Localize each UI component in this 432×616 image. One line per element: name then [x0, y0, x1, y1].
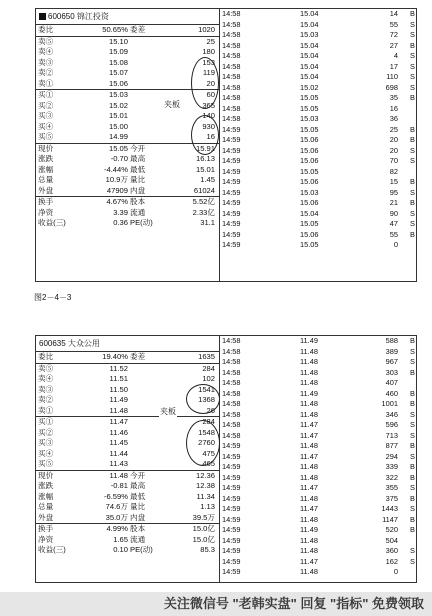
trade-price: 15.06	[300, 156, 319, 165]
buy-level-row: 买④ 15.00 930	[38, 121, 215, 131]
trade-time: 14:58	[222, 9, 241, 18]
trade-price: 11.48	[300, 567, 318, 576]
buy-level-row: 买④ 11.44 475	[38, 448, 215, 458]
trade-price: 15.04	[300, 72, 319, 81]
trade-row	[220, 410, 416, 421]
trade-price: 15.04	[300, 19, 319, 29]
sell-level-row: 卖④ 11.51 102	[38, 374, 215, 383]
trade-side: B	[410, 367, 415, 377]
trade-volume: 360	[385, 546, 398, 555]
trade-time: 14:59	[222, 567, 241, 576]
trade-volume: 90	[389, 208, 398, 218]
trade-row	[220, 567, 416, 578]
trade-row	[220, 219, 416, 230]
trade-volume: 339	[385, 462, 398, 471]
order-book-1	[36, 9, 220, 281]
trade-row	[220, 41, 416, 52]
trade-time: 14:58	[222, 114, 241, 123]
trade-volume: 698	[385, 82, 398, 92]
trade-side: S	[410, 430, 415, 440]
trade-side: S	[410, 219, 415, 228]
trade-price: 15.06	[300, 229, 319, 239]
trade-volume: 460	[385, 388, 398, 398]
trade-volume: 1001	[381, 399, 398, 408]
trade-side: B	[410, 525, 415, 534]
trade-side: S	[410, 357, 415, 366]
stat-row: 涨幅 -6.59% 最低 11.34	[38, 491, 215, 501]
trade-ticks-2	[220, 336, 416, 582]
trade-volume: 20	[389, 135, 398, 144]
trade-time: 14:58	[222, 378, 241, 387]
trade-side: S	[410, 504, 415, 513]
trade-time: 14:58	[222, 367, 241, 377]
trade-row	[220, 357, 416, 368]
buy-level-row: 买③ 11.45 2760	[38, 438, 215, 447]
trade-price: 15.06	[300, 198, 319, 207]
trade-price: 15.05	[300, 166, 319, 176]
trade-row	[220, 557, 416, 568]
trade-price: 11.49	[300, 336, 318, 345]
trade-volume: 346	[385, 409, 398, 419]
stat-row: 换手 4.99% 股本 15.0亿	[38, 524, 215, 533]
trade-time: 14:58	[222, 357, 241, 366]
trade-volume: 4	[393, 51, 398, 60]
trade-price: 15.04	[300, 51, 319, 60]
trade-side: S	[410, 451, 415, 461]
trade-row	[220, 336, 416, 347]
trade-price: 15.06	[300, 135, 319, 144]
trade-row	[220, 546, 416, 557]
trade-price: 15.02	[300, 82, 319, 92]
trade-volume: 21	[389, 198, 398, 207]
trade-volume: 355	[385, 483, 398, 492]
trade-time: 14:58	[222, 72, 241, 81]
square-icon	[39, 13, 46, 20]
trade-side: B	[410, 514, 415, 524]
buy-volume-ellipse	[191, 115, 219, 155]
trade-side: S	[410, 156, 415, 165]
trade-time: 14:58	[222, 388, 241, 398]
trade-row	[220, 389, 416, 400]
trade-time: 14:59	[222, 187, 241, 197]
trade-price: 11.47	[300, 451, 318, 461]
trade-volume: 504	[385, 535, 398, 545]
trade-row	[220, 146, 416, 157]
trade-row	[220, 240, 416, 251]
quote-panel-2	[35, 335, 417, 583]
ratio-row-2: 委比 19.40% 委差 1635	[36, 352, 219, 364]
buy-level-row: 买② 15.02 365	[38, 100, 215, 110]
trade-side: S	[410, 82, 415, 92]
stat-row: 现价 11.48 今开 12.36	[38, 470, 215, 480]
trade-row	[220, 378, 416, 389]
trade-volume: 27	[389, 40, 398, 50]
trade-row	[220, 104, 416, 115]
trade-side: B	[410, 135, 415, 144]
trade-price: 11.48	[300, 409, 318, 419]
trade-row	[220, 114, 416, 125]
trade-side: S	[410, 420, 415, 429]
trade-time: 14:59	[222, 166, 241, 176]
trade-price: 15.06	[300, 145, 319, 155]
trade-price: 11.48	[300, 346, 318, 356]
trade-price: 11.48	[300, 378, 318, 387]
trade-time: 14:58	[222, 420, 241, 429]
trade-row	[220, 83, 416, 94]
trade-volume: 713	[385, 430, 398, 440]
trade-time: 14:59	[222, 145, 241, 155]
trade-price: 15.04	[300, 208, 319, 218]
trade-price: 11.47	[300, 556, 318, 566]
trade-volume: 35	[389, 93, 398, 102]
trade-price: 15.03	[300, 30, 319, 39]
trade-time: 14:59	[222, 493, 241, 503]
trade-volume: 877	[385, 441, 398, 450]
sell-level-row: 卖① 11.48 26	[36, 406, 219, 418]
trade-side: B	[410, 177, 415, 186]
trade-volume: 95	[389, 187, 398, 197]
trade-price: 11.48	[300, 472, 318, 482]
trade-price: 15.06	[300, 177, 319, 186]
trade-row	[220, 125, 416, 136]
buy-level-row: 买⑤ 14.99 16	[36, 132, 219, 144]
trade-row	[220, 93, 416, 104]
stat-row: 涨幅 -4.44% 最低 15.01	[38, 164, 215, 174]
trade-volume: 110	[386, 72, 398, 81]
trade-time: 14:59	[222, 483, 241, 492]
trade-price: 11.47	[300, 420, 318, 429]
trade-time: 14:59	[222, 525, 241, 534]
sell-volume-ellipse	[191, 57, 219, 109]
trade-row	[220, 368, 416, 379]
trade-side: S	[410, 187, 415, 197]
trade-price: 15.05	[300, 124, 319, 134]
trade-price: 11.47	[300, 483, 318, 492]
annotation-label: 夹板	[160, 407, 176, 416]
trade-time: 14:58	[222, 82, 241, 92]
trade-row	[220, 452, 416, 463]
trade-side: B	[410, 472, 415, 482]
ratio-row-1: 委比 50.65% 委差 1020	[36, 25, 219, 37]
stock-header-1: 600650 锦江投资	[36, 9, 219, 25]
trade-volume: 70	[389, 156, 398, 165]
trade-row	[220, 9, 416, 20]
stat-row: 涨跌 -0.81 最高 12.38	[38, 481, 215, 490]
trade-list	[220, 336, 416, 578]
trade-side: B	[410, 441, 415, 450]
sell-level-row: 卖⑤ 11.52 284	[38, 363, 215, 373]
trade-time: 14:59	[222, 135, 241, 144]
trade-time: 14:59	[222, 441, 241, 450]
trade-volume: 15	[389, 177, 398, 186]
stat-row: 总量 10.9万 量比 1.45	[38, 175, 215, 184]
trade-price: 15.03	[300, 114, 319, 123]
trade-volume: 20	[389, 145, 398, 155]
trade-row	[220, 30, 416, 41]
trade-price: 15.04	[300, 61, 319, 71]
trade-side: B	[410, 124, 415, 134]
trade-price: 15.05	[300, 93, 319, 102]
trade-time: 14:59	[222, 504, 241, 513]
trade-time: 14:58	[222, 336, 241, 345]
sell-level-row: 卖② 11.49 1368	[38, 395, 215, 404]
trade-row	[220, 515, 416, 526]
trade-time: 14:58	[222, 40, 241, 50]
trade-row	[220, 462, 416, 473]
trade-volume: 520	[385, 525, 398, 534]
order-book-2	[36, 336, 220, 582]
trade-volume: 303	[385, 367, 398, 377]
trade-side: B	[410, 9, 415, 18]
buy-level-row: 买⑤ 11.43 465	[36, 459, 219, 471]
trade-volume: 82	[389, 166, 398, 176]
trade-price: 11.48	[300, 441, 318, 450]
trade-row	[220, 209, 416, 220]
trade-price: 11.48	[300, 399, 318, 408]
stat-row: 总量 74.6万 量比 1.13	[38, 502, 215, 511]
trade-volume: 596	[385, 420, 398, 429]
trade-time: 14:58	[222, 93, 241, 102]
trade-volume: 16	[389, 103, 398, 113]
trade-price: 11.48	[300, 514, 318, 524]
trade-side: S	[410, 61, 415, 71]
trade-time: 14:59	[222, 472, 241, 482]
trade-row	[220, 504, 416, 515]
trade-time: 14:58	[222, 399, 241, 408]
trade-ticks-1	[220, 9, 416, 281]
trade-time: 14:59	[222, 156, 241, 165]
buy-level-row: 买② 11.46 1548	[38, 427, 215, 437]
trade-row	[220, 494, 416, 505]
buy-level-row: 买① 11.47 284	[38, 417, 215, 426]
trade-side: B	[410, 93, 415, 102]
trade-price: 11.49	[300, 388, 318, 398]
trade-row	[220, 135, 416, 146]
trade-time: 14:59	[222, 208, 241, 218]
trade-price: 11.48	[300, 367, 318, 377]
trade-side: S	[410, 346, 415, 356]
trade-row	[220, 347, 416, 358]
buy-volume-ellipse	[186, 420, 220, 466]
stat-row: 收益(三) 0.36 PE(动) 31.1	[38, 218, 215, 227]
sell-level-row: 卖③ 11.50 1541	[38, 384, 215, 394]
trade-side: S	[410, 30, 415, 39]
stat-row: 现价 15.05 今开 15.91	[38, 143, 215, 153]
trade-row	[220, 473, 416, 484]
sell-level-row: 卖① 15.06 20	[36, 79, 219, 91]
trade-volume: 36	[389, 114, 398, 123]
trade-row	[220, 188, 416, 199]
trade-price: 11.48	[300, 535, 318, 545]
trade-row	[220, 525, 416, 536]
trade-row	[220, 20, 416, 31]
trade-time: 14:59	[222, 177, 241, 186]
trade-price: 15.04	[300, 40, 319, 50]
trade-volume: 47	[389, 219, 398, 228]
trade-side: B	[410, 198, 415, 207]
trade-volume: 55	[389, 229, 398, 239]
trade-row	[220, 167, 416, 178]
trade-row	[220, 62, 416, 73]
trade-time: 14:58	[222, 61, 241, 71]
trade-side: B	[410, 336, 415, 345]
trade-volume: 55	[389, 19, 398, 29]
trade-side: S	[410, 483, 415, 492]
trade-volume: 14	[389, 9, 398, 18]
watermark-footer	[0, 592, 432, 616]
trade-volume: 322	[385, 472, 398, 482]
trade-side: B	[410, 388, 415, 398]
trade-time: 14:58	[222, 30, 241, 39]
buy-level-row: 买③ 15.01 140	[38, 111, 215, 120]
sell-volume-ellipse	[186, 384, 220, 414]
trade-side: S	[410, 72, 415, 81]
trade-time: 14:59	[222, 229, 241, 239]
quote-panel-1	[35, 8, 417, 282]
trade-volume: 375	[385, 493, 398, 503]
stat-row: 涨跌 -0.70 最高 16.13	[38, 154, 215, 163]
trade-volume: 25	[389, 124, 398, 134]
trade-volume: 1147	[382, 514, 398, 524]
trade-volume: 17	[389, 61, 398, 71]
trade-price: 11.48	[300, 462, 318, 471]
trade-side: S	[410, 208, 415, 218]
trade-row	[220, 156, 416, 167]
annotation-label: 夹板	[164, 100, 180, 109]
trade-side: B	[410, 40, 415, 50]
sell-level-row: 卖③ 15.08 153	[38, 57, 215, 67]
trade-price: 11.48	[300, 493, 318, 503]
stat-row: 收益(三) 0.10 PE(动) 85.3	[38, 545, 215, 554]
sell-level-row: 卖② 15.07 119	[38, 68, 215, 77]
trade-row	[220, 198, 416, 209]
trade-volume: 407	[385, 378, 398, 387]
trade-price: 15.05	[300, 240, 319, 249]
trade-row	[220, 420, 416, 431]
stat-row: 外盘 47909 内盘 61024	[36, 186, 219, 198]
stat-row: 外盘 35.0万 内盘 39.5万	[36, 513, 219, 525]
trade-price: 15.05	[300, 219, 319, 228]
trade-list	[220, 9, 416, 251]
trade-time: 14:59	[222, 535, 241, 545]
trade-row	[220, 177, 416, 188]
trade-row	[220, 230, 416, 241]
trade-volume: 0	[393, 240, 398, 249]
trade-time: 14:58	[222, 409, 241, 419]
trade-time: 14:59	[222, 556, 241, 566]
trade-volume: 0	[393, 567, 398, 576]
trade-side: B	[410, 229, 415, 239]
trade-time: 14:59	[222, 451, 241, 461]
trade-side: S	[410, 546, 415, 555]
trade-row	[220, 536, 416, 547]
sell-level-row: 卖④ 15.09 180	[38, 47, 215, 56]
trade-time: 14:59	[222, 514, 241, 524]
trade-time: 14:59	[222, 198, 241, 207]
stat-row: 净资 3.39 流通 2.33亿	[38, 207, 215, 217]
footer-text: 关注微信号 "老韩实盘" 回复 "指标" 免费领取	[163, 596, 424, 611]
trade-side: S	[410, 51, 415, 60]
trade-price: 15.03	[300, 187, 319, 197]
trade-volume: 72	[389, 30, 398, 39]
trade-time: 14:58	[222, 430, 241, 440]
trade-volume: 967	[385, 357, 398, 366]
trade-side: S	[410, 19, 415, 29]
trade-row	[220, 399, 416, 410]
trade-price: 11.47	[300, 430, 318, 440]
trade-time: 14:59	[222, 462, 241, 471]
trade-price: 15.04	[300, 9, 319, 18]
stat-row: 换手 4.67% 股本 5.52亿	[38, 197, 215, 206]
trade-time: 14:59	[222, 240, 241, 249]
trade-time: 14:58	[222, 103, 241, 113]
trade-row	[220, 72, 416, 83]
trade-price: 11.48	[300, 357, 318, 366]
trade-row	[220, 441, 416, 452]
trade-price: 15.05	[300, 103, 319, 113]
trade-row	[220, 51, 416, 62]
trade-time: 14:59	[222, 546, 241, 555]
trade-side: B	[410, 462, 415, 471]
trade-side: S	[410, 145, 415, 155]
trade-side: B	[410, 399, 415, 408]
trade-price: 11.49	[300, 525, 318, 534]
trade-time: 14:59	[222, 219, 241, 228]
buy-level-row: 买① 15.03 60	[38, 90, 215, 99]
trade-time: 14:58	[222, 346, 241, 356]
trade-side: S	[410, 556, 415, 566]
trade-row	[220, 431, 416, 442]
trade-price: 11.47	[300, 504, 318, 513]
trade-time: 14:59	[222, 124, 241, 134]
trade-volume: 588	[385, 336, 398, 345]
trade-time: 14:58	[222, 51, 241, 60]
stock-header-2: 600635 大众公用	[36, 336, 219, 352]
trade-price: 11.48	[300, 546, 318, 555]
trade-row	[220, 483, 416, 494]
trade-volume: 162	[385, 556, 398, 566]
trade-side: S	[410, 409, 415, 419]
sell-level-row: 卖⑤ 15.10 25	[38, 36, 215, 46]
trade-side: B	[410, 493, 415, 503]
trade-volume: 1443	[381, 504, 398, 513]
trade-time: 14:58	[222, 19, 241, 29]
stat-row: 净资 1.65 流通 15.0亿	[38, 534, 215, 544]
trade-volume: 294	[385, 451, 398, 461]
figure-caption: 图2－4－3	[34, 293, 72, 302]
trade-volume: 389	[385, 346, 398, 356]
